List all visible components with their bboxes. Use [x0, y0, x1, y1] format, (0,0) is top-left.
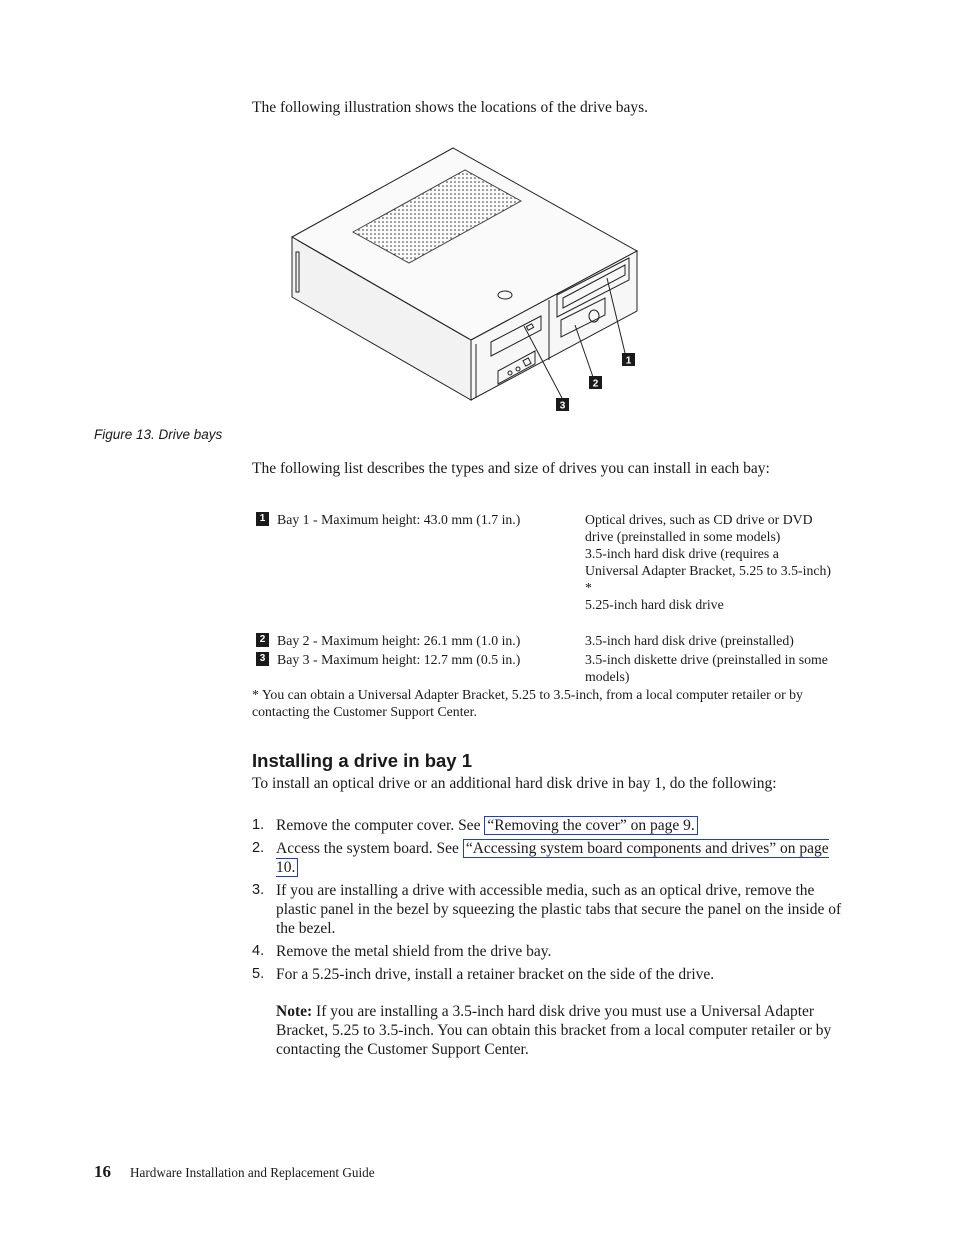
step-text: [276, 816, 846, 835]
bay-description: Optical drives, such as CD drive or DVD drive (preinstalled in some models): [585, 512, 813, 544]
step-text: [276, 839, 842, 877]
drive-bays-figure: [285, 140, 655, 415]
bay-badge: 1: [256, 512, 269, 526]
bay-description: 5.25-inch hard disk drive: [585, 597, 724, 612]
step-item: [252, 839, 852, 879]
step-text: Remove the metal shield from the drive bay.: [276, 943, 552, 960]
list-intro-paragraph: The following list describes the types and size of drives you can install in each bay:: [252, 460, 770, 477]
bay-row: [252, 651, 852, 685]
accessing-system-board-link[interactable]: “Accessing system board components and drives” on page 10.: [276, 840, 829, 876]
bay-descriptions: [585, 511, 835, 613]
section-intro: To install an optical drive or an additional hard disk drive in bay 1, do the following:: [252, 775, 777, 792]
callout-3: [556, 398, 569, 412]
section-heading: Installing a drive in bay 1: [252, 750, 473, 771]
computer-illustration: [285, 140, 655, 415]
footnote: * You can obtain a Universal Adapter Bracket, 5.25 to 3.5-inch, from a local computer retailer or by contacting the Customer Support Center.: [252, 687, 803, 719]
bay-name: Bay 2 - Maximum height: 26.1 mm (1.0 in.): [277, 633, 521, 648]
bay-description: 3.5-inch hard disk drive (preinstalled): [585, 633, 794, 648]
step-number: 5.: [252, 966, 265, 982]
step-text-before: Remove the computer cover. See: [276, 817, 485, 834]
bay-description: 3.5-inch diskette drive (preinstalled in some models): [585, 652, 828, 684]
step-item: [252, 881, 852, 939]
callout-2: [589, 376, 602, 390]
step-item: [252, 816, 852, 836]
svg-text:2: 2: [592, 378, 599, 390]
bay-row: [252, 511, 852, 631]
bay-descriptions: [585, 651, 835, 685]
note-block: [276, 1002, 846, 1059]
bay-name: Bay 3 - Maximum height: 12.7 mm (0.5 in.): [277, 652, 521, 667]
note-text: If you are installing a 3.5-inch hard disk drive you must use a Universal Adapter Bracket, 5.25 to 3.5-inch. You can obtain this bracket from a local computer retailer or by contacting the Customer Support Center.: [276, 1003, 832, 1058]
bay-descriptions: [585, 632, 835, 649]
removing-cover-link[interactable]: “Removing the cover” on page 9.: [484, 816, 697, 835]
step-item: [252, 942, 852, 962]
step-item: [252, 965, 852, 985]
step-text: If you are installing a drive with accessible media, such as an optical drive, remove the plastic panel in the bezel by squeezing the plastic tabs that secure the panel on the inside of the bezel.: [276, 882, 842, 937]
step-number: 1.: [252, 817, 265, 833]
intro-paragraph: The following illustration shows the locations of the drive bays.: [252, 99, 649, 116]
bay-badge: 3: [256, 652, 269, 666]
bay-description: 3.5-inch hard disk drive (requires a Universal Adapter Bracket, 5.25 to 3.5-inch) *: [585, 546, 831, 595]
figure-caption: Figure 13. Drive bays: [94, 427, 223, 442]
note-label: Note:: [276, 1003, 313, 1020]
svg-text:3: 3: [559, 400, 566, 412]
svg-text:1: 1: [625, 355, 632, 367]
step-number: 4.: [252, 943, 265, 959]
bay-badge: 2: [256, 633, 269, 647]
page-number: 16: [94, 1162, 111, 1181]
callout-1: [622, 353, 635, 367]
step-number: 3.: [252, 882, 265, 898]
step-text-before: Access the system board. See: [276, 840, 463, 857]
bay-name: Bay 1 - Maximum height: 43.0 mm (1.7 in.): [277, 512, 521, 527]
footer-title: Hardware Installation and Replacement Guide: [130, 1165, 375, 1180]
step-number: 2.: [252, 840, 265, 856]
step-text: For a 5.25-inch drive, install a retainer bracket on the side of the drive.: [276, 966, 715, 983]
bay-row: [252, 632, 852, 650]
